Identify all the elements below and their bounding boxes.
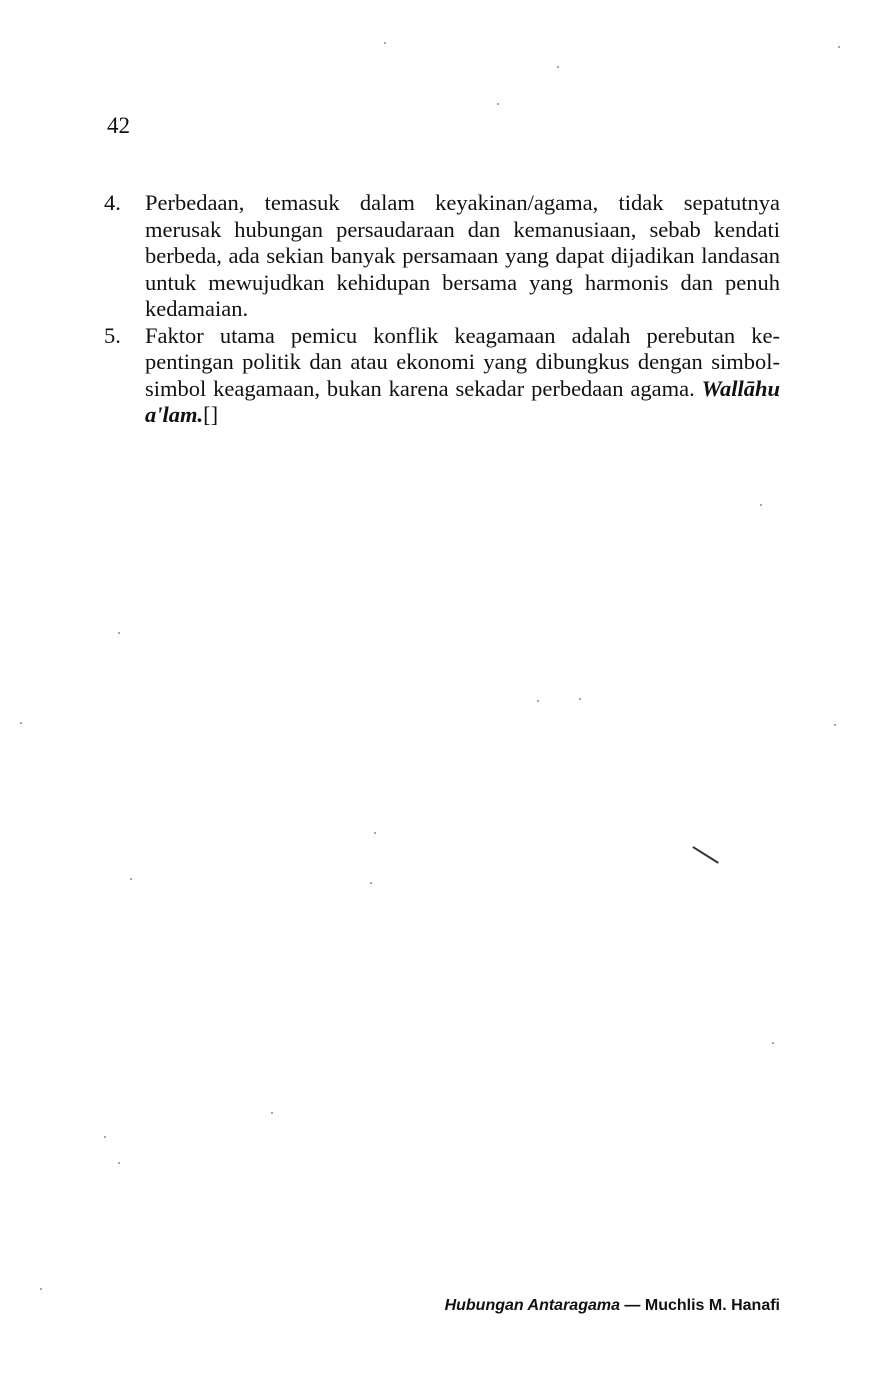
list-item <box>104 323 780 429</box>
scan-speck <box>130 878 132 880</box>
scan-speck <box>374 832 376 834</box>
scan-speck <box>838 46 840 48</box>
scan-speck <box>118 632 120 634</box>
page-number: 42 <box>107 113 130 138</box>
scan-speck <box>834 724 836 726</box>
list-item-number: 4. <box>104 190 121 215</box>
list-item-number: 5. <box>104 322 121 348</box>
scan-speck <box>384 42 386 44</box>
list-item-text <box>145 323 780 429</box>
end-mark: [] <box>203 402 219 427</box>
scan-speck <box>772 1042 774 1044</box>
list-item-text: Perbedaan, temasuk dalam keyakinan/agama, tidak sepatutnya merusak hubungan persaudaraan dan kemanusiaan, sebab kendati berbeda, ada sekian banyak persamaan yang dapat dijadikan landasan untuk mewujudkan kehidupan bersama yang harmonis dan penuh kedamaian. <box>145 190 780 321</box>
footer-book-title: Hubungan Antaragama <box>444 1297 620 1314</box>
numbered-list <box>104 190 780 429</box>
scan-speck <box>271 1112 273 1114</box>
scan-speck <box>118 1162 120 1164</box>
scan-stroke <box>693 846 719 863</box>
scan-speck <box>20 722 22 724</box>
closing-phrase: Wallāhu a'lam. <box>145 375 780 427</box>
footer-separator: — <box>619 1297 645 1314</box>
scan-speck <box>537 700 539 702</box>
scan-speck <box>557 66 559 68</box>
footer-author: Muchlis M. Hanafi <box>644 1297 780 1314</box>
list-item-body: Faktor utama pemicu konflik keagamaan adalah perebutan kepentingan politik dan atau ekonomi yang dibungkus dengan simbol-simbol keagamaan, bukan karena sekadar perbedaan agama. <box>145 322 780 401</box>
scan-speck <box>579 698 581 700</box>
scan-speck <box>760 504 762 506</box>
scan-speck <box>40 1288 42 1290</box>
running-footer <box>445 1296 780 1316</box>
list-item <box>104 190 780 323</box>
scan-speck <box>370 882 372 884</box>
scan-speck <box>497 103 499 105</box>
scan-speck <box>104 1136 106 1138</box>
